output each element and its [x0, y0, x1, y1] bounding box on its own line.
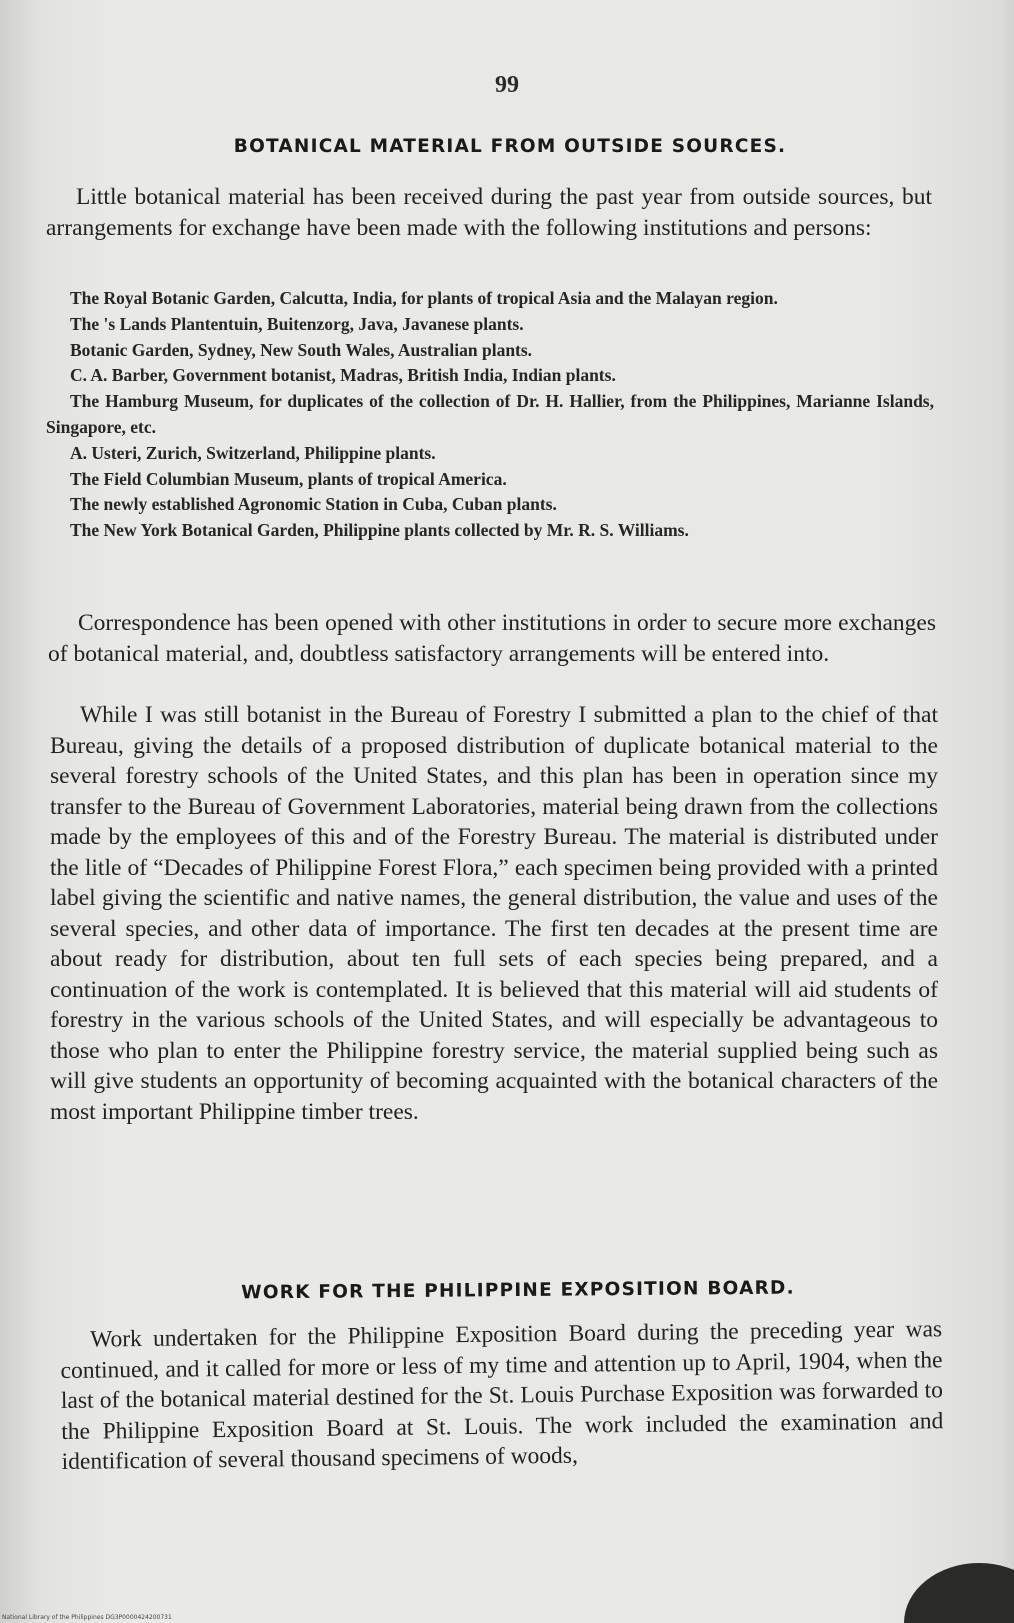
list-item: The Hamburg Museum, for duplicates of the collection of Dr. H. Hallier, from the Philippines, Marianne Islands, Singapore, etc.	[46, 391, 934, 437]
section-heading-exposition-board: WORK FOR THE PHILIPPINE EXPOSITION BOARD.	[241, 1277, 795, 1304]
list-item: The Royal Botanic Garden, Calcutta, India, for plants of tropical Asia and the Malayan region.	[70, 288, 778, 308]
section-heading-botanical-material: BOTANICAL MATERIAL FROM OUTSIDE SOURCES.	[233, 136, 787, 157]
institution-list	[46, 286, 934, 544]
list-item: C. A. Barber, Government botanist, Madras, British India, Indian plants.	[70, 365, 616, 386]
intro-paragraph: Little botanical material has been received during the past year from outside sources, but arrangements for exchange have been made with the following institutions and persons:	[46, 184, 932, 241]
scan-credit: National Library of the Philippines DG3P0000424200731	[2, 1614, 172, 1621]
list-item: The newly established Agronomic Station in Cuba, Cuban plants.	[70, 494, 557, 515]
exposition-paragraph: Work undertaken for the Philippine Exposition Board during the preceding year was continued, and it called for more or less of my time and attention up to April, 1904, when the last of the botanical material destined for the St. Louis Purchase Exposition was forwarded to the Philippine Exposition Board at St. Louis. The work included the examination and identification of several thousand specimens of woods,	[60, 1316, 944, 1475]
correspondence-paragraph: Correspondence has been opened with other institutions in order to secure more exchanges of botanical material, and, doubtless satisfactory arrangements will be entered into.	[48, 610, 936, 667]
thumb-shadow	[904, 1563, 1014, 1623]
list-item: The Field Columbian Museum, plants of tropical America.	[70, 468, 507, 489]
list-item: A. Usteri, Zurich, Switzerland, Philippine plants.	[70, 442, 436, 463]
list-item: The New York Botanical Garden, Philippine plants collected by Mr. R. S. Williams.	[70, 520, 689, 541]
decades-paragraph: While I was still botanist in the Bureau of Forestry I submitted a plan to the chief of that Bureau, giving the details of a proposed distribution of duplicate botanical material to the several forestry schools of the United States, and this plan has been in operation since my transfer to the Bureau of Government Laboratories, material being drawn from the collections made by the employees of this and of the Forestry Bureau. The material is distributed under the litle of “Decades of Philippine Forest Flora,” each specimen being provided with a printed label giving the scientific and native names, the general distribution, the value and uses of the several species, and other data of importance. The first ten decades at the present time are about ready for distribution, about ten full sets of each species being prepared, and a continuation of the work is contemplated. It is believed that this material will aid students of forestry in the various schools of the United States, and will especially be advantageous to those who plan to enter the Philippine forestry service, the material supplied being such as will give students an opportunity of becoming acquainted with the botanical characters of the most important Philippine timber trees.	[50, 702, 938, 1125]
list-item: Botanic Garden, Sydney, New South Wales, Australian plants.	[70, 339, 533, 360]
list-item: The 's Lands Plantentuin, Buitenzorg, Java, Javanese plants.	[70, 313, 524, 334]
page-number: 99	[495, 72, 519, 98]
